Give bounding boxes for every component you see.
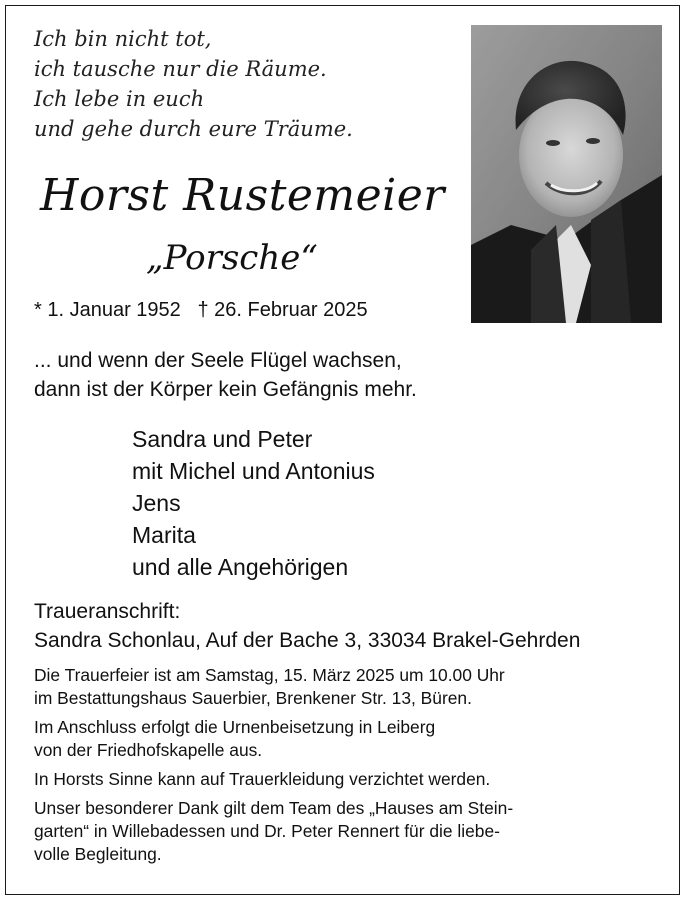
family-line: mit Michel und Antonius: [132, 458, 375, 484]
obituary-notice: [5, 5, 680, 895]
thanks-line: garten“ in Willebadessen und Dr. Peter Rennert für die liebe-: [34, 821, 500, 841]
funeral-line: Die Trauerfeier ist am Samstag, 15. März 2025 um 10.00 Uhr: [34, 665, 505, 685]
burial-line: von der Friedhofskapelle aus.: [34, 740, 263, 760]
family-line: Jens: [132, 490, 181, 516]
portrait-photo: [471, 25, 662, 323]
ceremony-details: [34, 664, 513, 872]
poem-line: Ich lebe in euch: [34, 87, 205, 111]
birth-date: * 1. Januar 1952: [34, 299, 181, 321]
family-line: und alle Angehörigen: [132, 554, 349, 580]
family-line: Sandra und Peter: [132, 426, 313, 452]
portrait-photo-icon: [471, 25, 662, 323]
family-line: Marita: [132, 522, 196, 548]
quote-line: dann ist der Körper kein Gefängnis mehr.: [34, 378, 417, 401]
address-label: Traueranschrift:: [34, 600, 181, 623]
quote-line: ... und wenn der Seele Flügel wachsen,: [34, 349, 402, 372]
funeral-line: im Bestattungshaus Sauerbier, Brenkener Str. 13, Büren.: [34, 688, 472, 708]
death-date: † 26. Februar 2025: [197, 299, 368, 321]
burial-line: Im Anschluss erfolgt die Urnenbeisetzung in Leiberg: [34, 717, 436, 737]
poem-line: ich tausche nur die Räume.: [34, 57, 327, 81]
burial-paragraph: [34, 716, 513, 762]
deceased-nickname: „Porsche“: [146, 238, 318, 278]
quote: [34, 346, 417, 404]
thanks-line: volle Begleitung.: [34, 844, 162, 864]
funeral-paragraph: [34, 664, 513, 710]
attire-paragraph: [34, 768, 513, 791]
attire-line: In Horsts Sinne kann auf Trauerkleidung verzichtet werden.: [34, 769, 491, 789]
address-value: Sandra Schonlau, Auf der Bache 3, 33034 Brakel-Gehrden: [34, 629, 581, 652]
mourning-address: [34, 597, 580, 655]
family-list: [132, 423, 375, 583]
thanks-paragraph: [34, 797, 513, 866]
poem-line: Ich bin nicht tot,: [34, 27, 212, 51]
deceased-name: Horst Rustemeier: [40, 170, 445, 221]
poem-line: und gehe durch eure Träume.: [34, 117, 353, 141]
thanks-line: Unser besonderer Dank gilt dem Team des „Hauses am Stein-: [34, 798, 514, 818]
life-dates: [34, 296, 368, 324]
poem: [34, 24, 353, 144]
